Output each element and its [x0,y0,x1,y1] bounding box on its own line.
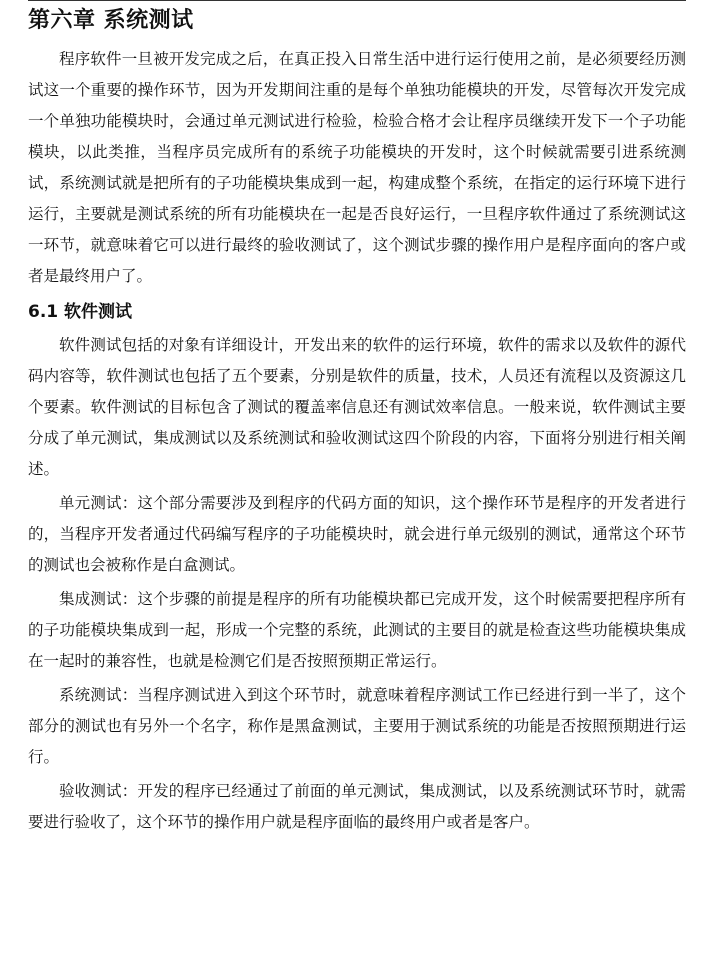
body-paragraph-acceptance-testing: 验收测试：开发的程序已经通过了前面的单元测试，集成测试，以及系统测试环节时，就需要进行验收了，这个环节的操作用户就是程序面临的最终用户或者是客户。 [28,782,686,831]
chapter-title: 第六章 系统测试 [28,8,194,33]
header-rule [28,0,686,1]
body-paragraph-overview: 软件测试包括的对象有详细设计，开发出来的软件的运行环境，软件的需求以及软件的源代码内容等，软件测试也包括了五个要素，分别是软件的质量，技术，人员还有流程以及资源这几个要素。软件测试的目标包含了测试的覆盖率信息还有测试效率信息。一般来说，软件测试主要分成了单元测试，集成测试以及系统测试和验收测试这四个阶段的内容，下面将分别进行相关阐述。 [28,336,686,478]
body-paragraph-unit-testing: 单元测试：这个部分需要涉及到程序的代码方面的知识，这个操作环节是程序的开发者进行的，当程序开发者通过代码编写程序的子功能模块时，就会进行单元级别的测试，通常这个环节的测试也会被称作是白盒测试。 [28,494,686,574]
section-title: 6.1 软件测试 [28,302,133,322]
body-paragraph-integration-testing: 集成测试：这个步骤的前提是程序的所有功能模块都已完成开发，这个时候需要把程序所有的子功能模块集成到一起，形成一个完整的系统，此测试的主要目的就是检查这些功能模块集成在一起时的兼容性，也就是检测它们是否按照预期正常运行。 [28,590,686,670]
body-paragraph-system-testing: 系统测试：当程序测试进入到这个环节时，就意味着程序测试工作已经进行到一半了，这个部分的测试也有另外一个名字，称作是黑盒测试，主要用于测试系统的功能是否按照预期进行运行。 [28,686,686,766]
intro-paragraph: 程序软件一旦被开发完成之后，在真正投入日常生活中进行运行使用之前，是必须要经历测试这一个重要的操作环节，因为开发期间注重的是每个单独功能模块的开发，尽管每次开发完成一个单独功能模块时，会通过单元测试进行检验，检验合格才会让程序员继续开发下一个子功能模块，以此类推，当程序员完成所有的系统子功能模块的开发时，这个时候就需要引进系统测试，系统测试就是把所有的子功能模块集成到一起，构建成整个系统，在指定的运行环境下进行运行，主要就是测试系统的所有功能模块在一起是否良好运行，一旦程序软件通过了系统测试这一环节，就意味着它可以进行最终的验收测试了，这个测试步骤的操作用户是程序面向的客户或者是最终用户了。 [28,50,686,285]
